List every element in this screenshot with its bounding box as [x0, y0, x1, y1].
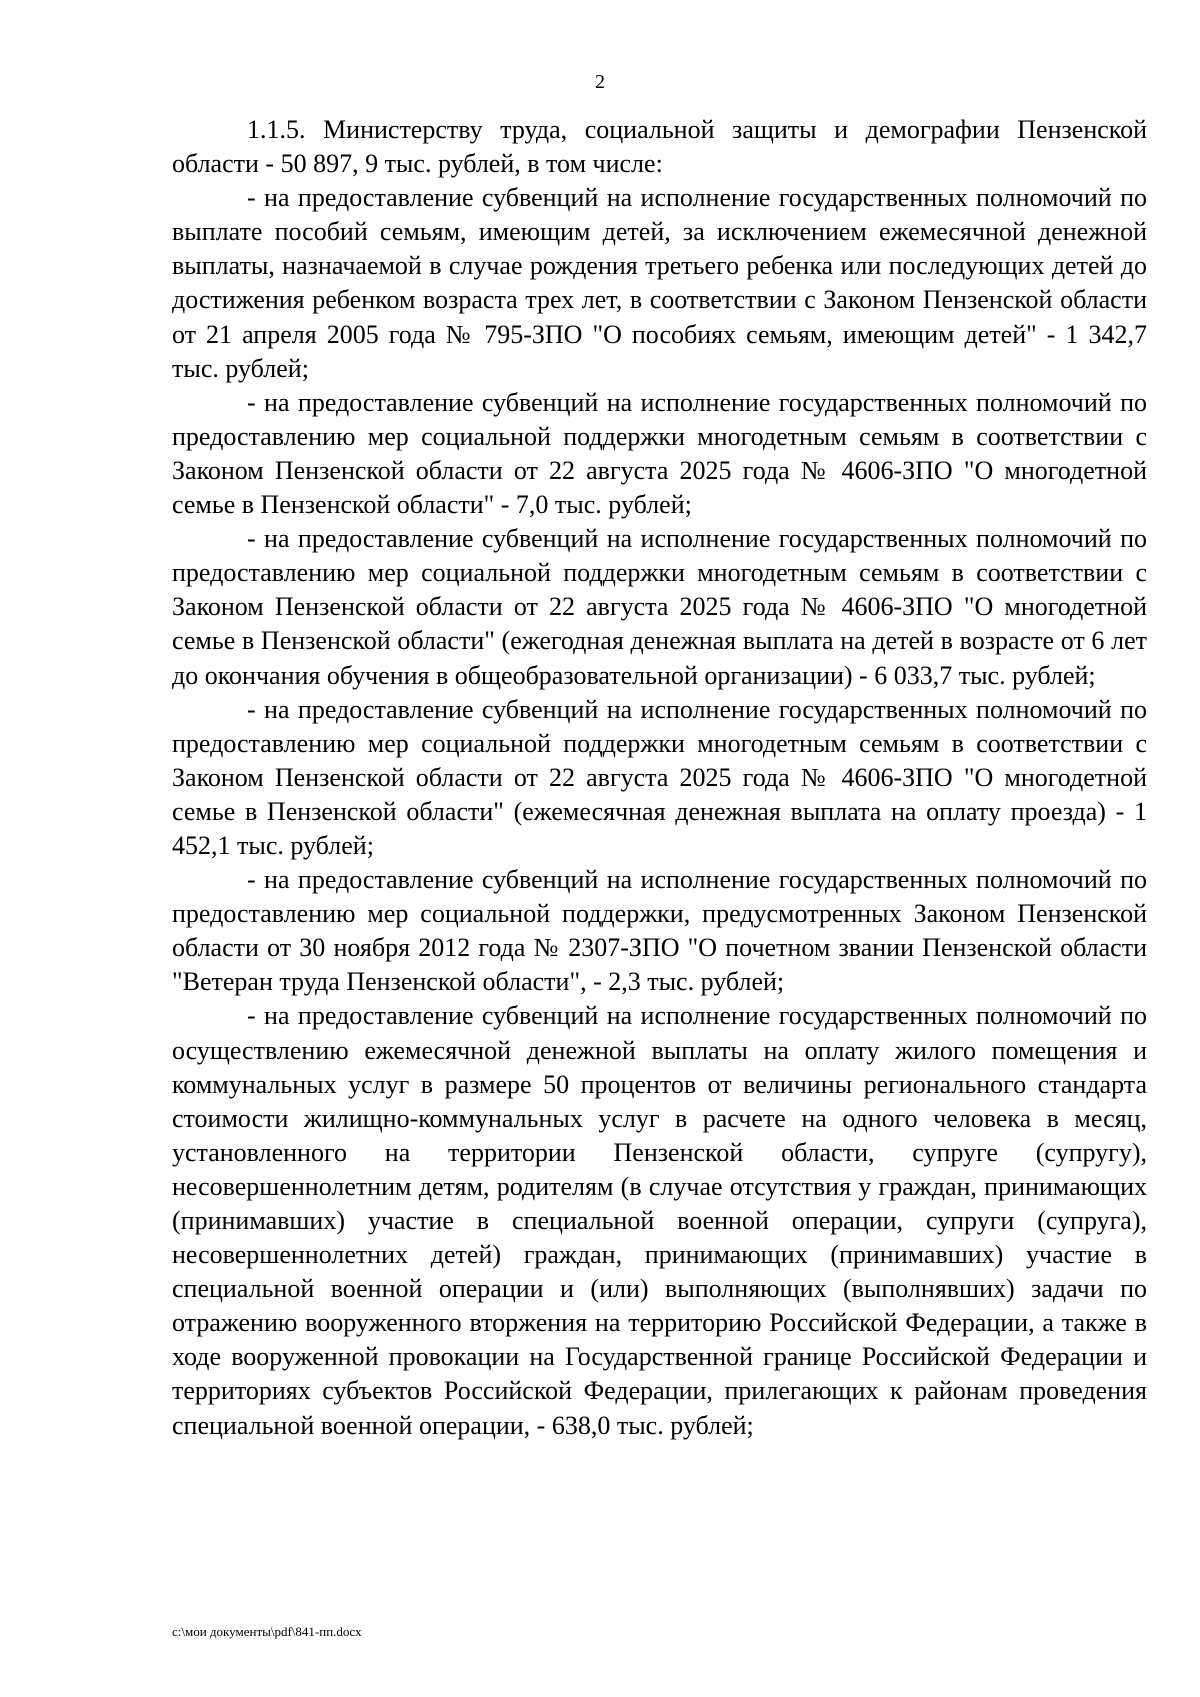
- paragraph-labor-veteran: - на предоставление субвенций на исполнение государственных полномочий по предоставлению мер социальной поддержки, предусмотренных Законом Пензенской области от 30 ноября 2012 года № 2307-ЗПО "О почетном звании Пензенской области "Ветеран труда Пензенской области", - 2,3 тыс. рублей;: [172, 865, 1147, 997]
- paragraph-housing-payment: - на предоставление субвенций на исполнение государственных полномочий по осуществлению ежемесячной денежной выплаты на оплату жилого помещения и коммунальных услуг в размере 50 процентов от величины регионального стандарта стоимости жилищно-коммунальных услуг в расчете на одного человека в месяц, установленного на территории Пензенской области, супруге (супругу), несовершеннолетним детям, родителям (в случае отсутствия у граждан, принимающих (принимавших) участие в специальной военной операции, супруги (супруга), несовершеннолетних детей) граждан, принимающих (принимавших) участие в специальной военной операции и (или) выполняющих (выполнявших) задачи по отражению вооруженного вторжения на территорию Российской Федерации, а также в ходе вооруженной провокации на Государственной границе Российской Федерации и территориях субъектов Российской Федерации, прилегающих к районам проведения специальной военной операции, - 638,0 тыс. рублей;: [172, 1001, 1147, 1440]
- footer-file-path: c:\мои документы\pdf\841-пп.docx: [172, 1624, 362, 1639]
- paragraph-large-family-travel-payment: - на предоставление субвенций на исполнение государственных полномочий по предоставлению мер социальной поддержки многодетным семьям в соответствии с Законом Пензенской области от 22 августа 2025 года № 4606-ЗПО "О многодетной семье в Пензенской области" (ежемесячная денежная выплата на оплату проезда) - 1 452,1 тыс. рублей;: [172, 694, 1147, 860]
- paragraph-large-family-annual-payment: - на предоставление субвенций на исполнение государственных полномочий по предоставлению мер социальной поддержки многодетным семьям в соответствии с Законом Пензенской области от 22 августа 2025 года № 4606-ЗПО "О многодетной семье в Пензенской области" (ежегодная денежная выплата на детей в возрасте от 6 лет до окончания обучения в общеобразовательной организации) - 6 033,7 тыс. рублей;: [172, 524, 1147, 690]
- paragraph-child-benefits: - на предоставление субвенций на исполнение государственных полномочий по выплате пособий семьям, имеющим детей, за исключением ежемесячной денежной выплаты, назначаемой в случае рождения третьего ребенка или последующих детей до достижения ребенком возраста трех лет, в соответствии с Законом Пензенской области от 21 апреля 2005 года № 795-ЗПО "О пособиях семьям, имеющим детей" - 1 342,7 тыс. рублей;: [172, 183, 1147, 383]
- paragraph-section-1-1-5: 1.1.5. Министерству труда, социальной защиты и демографии Пензенской области - 50 897, 9 тыс. рублей, в том числе:: [172, 115, 1147, 179]
- document-body: [172, 113, 1147, 1443]
- paragraph-large-family-support: - на предоставление субвенций на исполнение государственных полномочий по предоставлению мер социальной поддержки многодетным семьям в соответствии с Законом Пензенской области от 22 августа 2025 года № 4606-ЗПО "О многодетной семье в Пензенской области" - 7,0 тыс. рублей;: [172, 387, 1147, 520]
- page-number: 2: [595, 71, 605, 93]
